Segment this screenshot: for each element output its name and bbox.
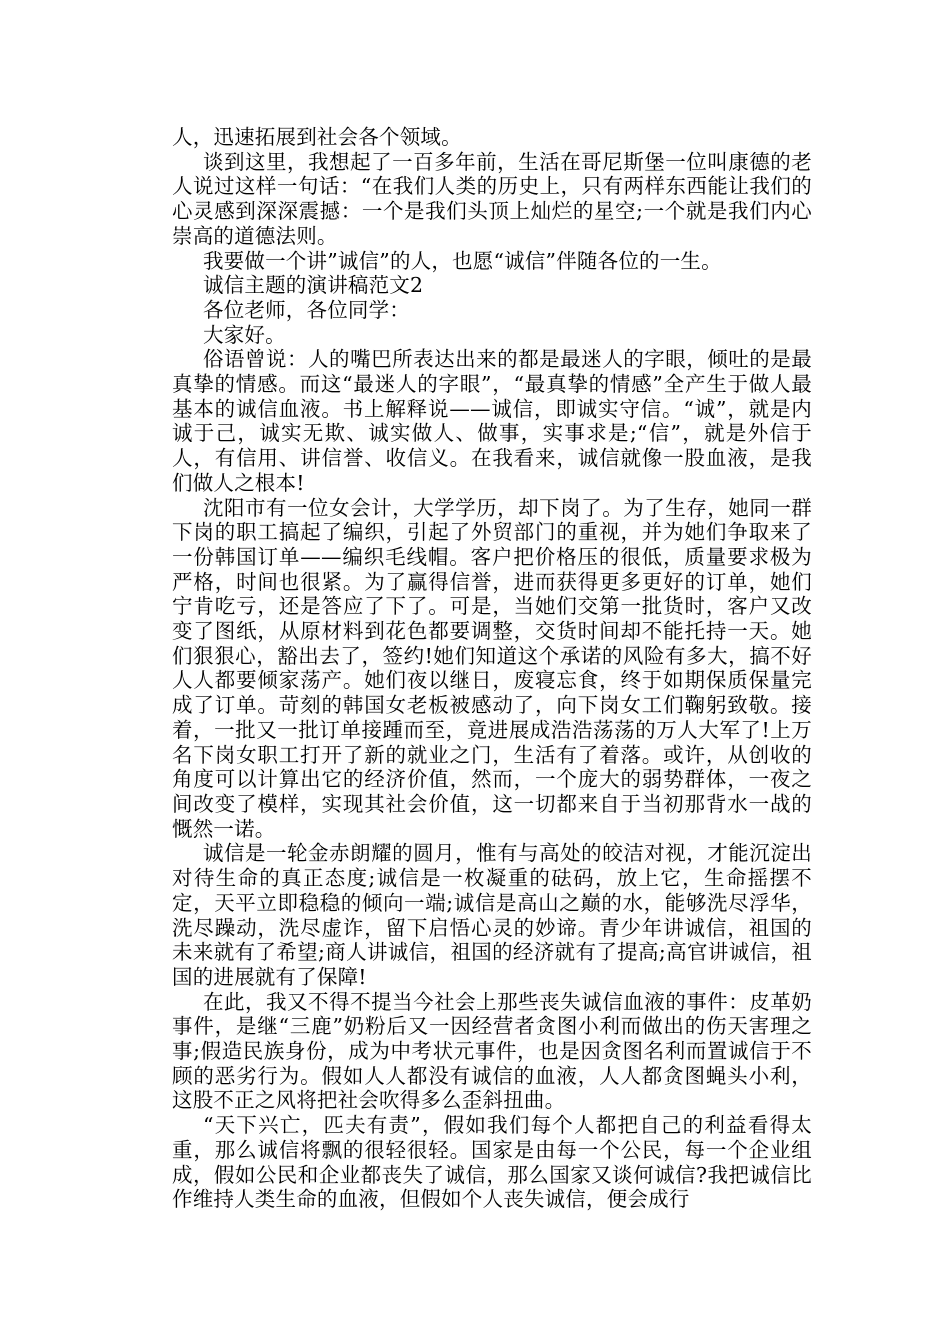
paragraph-3: 我要做一个讲”诚信”的人，也愿“诚信”伴随各位的一生。 bbox=[203, 248, 722, 273]
paragraph-7: 俗语曾说：人的嘴巴所表达出来的都是最迷人的字眼，倾吐的是最真挚的情感。而这“最迷人的字眼”，“最真挚的情感”全产生于做人最基本的诚信血液。书上解释说——诚信，即诚实守信。“诚”，就是内诚于己，诚实无欺、诚实做人、做事，实事求是;“信”，就是外信于人，有信用、讲信誉、收信义。在我看来，诚信就像一股血液，是我们做人之根本! bbox=[172, 347, 812, 495]
document-page bbox=[172, 125, 812, 1212]
paragraph-10: 在此，我又不得不提当今社会上那些丧失诚信血液的事件：皮革奶事件，是继“三鹿”奶粉后又一因经营者贪图小利而做出的伤天害理之事;假造民族身份，成为中考状元事件，也是因贪图名利而置诚信于不顾的恶劣行为。假如人人都没有诚信的血液，人人都贪图蝇头小利，这股不正之风将把社会吹得多么歪斜扭曲。 bbox=[172, 989, 812, 1113]
salutation: 各位老师，各位同学： bbox=[203, 297, 410, 322]
paragraph-2: 谈到这里，我想起了一百多年前，生活在哥尼斯堡一位叫康德的老人说过这样一句话：“在我们人类的历史上，只有两样东西能让我们的心灵感到深深震撼：一个是我们头顶上灿烂的星空;一个就是我们内心崇高的道德法则。 bbox=[172, 149, 812, 248]
paragraph-1: 人，迅速拓展到社会各个领域。 bbox=[172, 125, 462, 149]
paragraph-9: 诚信是一轮金赤朗耀的圆月，惟有与高处的皎洁对视，才能沉淀出对待生命的真正态度;诚信是一枚凝重的砝码，放上它，生命摇摆不定，天平立即稳稳的倾向一端;诚信是高山之巅的水，能够洗尽浮华，洗尽躁动，洗尽虚诈，留下启悟心灵的妙谛。青少年讲诚信，祖国的未来就有了希望;商人讲诚信，祖国的经济就有了提高;高官讲诚信，祖国的进展就有了保障! bbox=[172, 841, 812, 989]
paragraph-11: “天下兴亡，匹夫有责”，假如我们每个人都把自己的利益看得太重，那么诚信将飘的很轻很轻。国家是由每一个公民，每一个企业组成，假如公民和企业都丧失了诚信，那么国家又谈何诚信?我把诚信比作维持人类生命的血液，但假如个人丧失诚信，便会成行 bbox=[172, 1113, 812, 1212]
paragraph-8: 沈阳市有一位女会计，大学学历，却下岗了。为了生存，她同一群下岗的职工搞起了编织，引起了外贸部门的重视，并为她们争取来了一份韩国订单——编织毛线帽。客户把价格压的很低，质量要求极为严格，时间也很紧。为了赢得信誉，进而获得更多更好的订单，她们宁肯吃亏，还是答应了下了。可是，当她们交第一批货时，客户又改变了图纸，从原材料到花色都要调整，交货时间却不能托持一天。她们狠狠心，豁出去了，签约!她们知道这个承诺的风险有多大，搞不好人人都要倾家荡产。她们夜以继日，废寝忘食，终于如期保质保量完成了订单。苛刻的韩国女老板被感动了，向下岗女工们鞠躬致敬。接着，一批又一批订单接踵而至，竟进展成浩浩荡荡的万人大军了!上万名下岗女职工打开了新的就业之门，生活有了着落。或许，从创收的角度可以计算出它的经济价值，然而，一个庞大的弱势群体，一夜之间改变了模样，实现其社会价值，这一切都来自于当初那背水一战的慨然一诺。 bbox=[172, 495, 812, 841]
greeting: 大家好。 bbox=[203, 322, 286, 347]
section-title: 诚信主题的演讲稿范文2 bbox=[203, 273, 424, 298]
